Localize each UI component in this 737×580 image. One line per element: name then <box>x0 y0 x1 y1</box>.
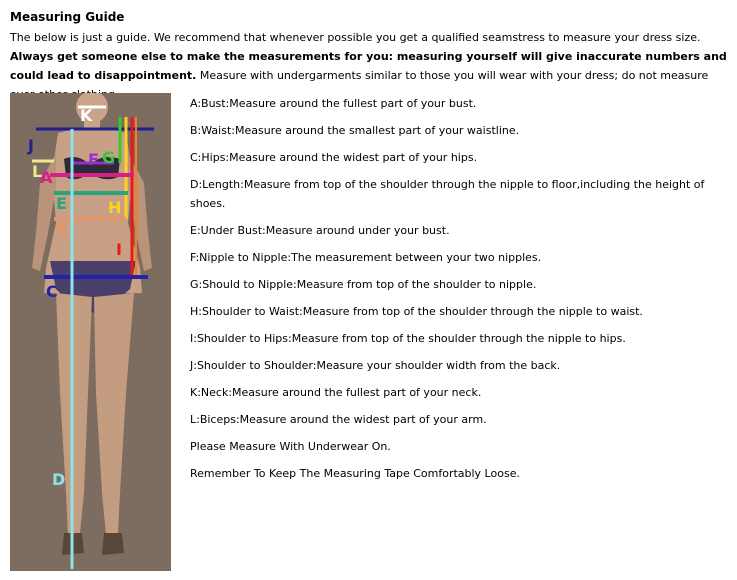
instruction-under-bust: E:Under Bust:Measure around under your bust. <box>190 224 450 237</box>
label-b: B <box>56 220 69 239</box>
instruction-length: D:Length:Measure from top of the shoulder through the nipple to floor,including the height of shoes. <box>190 178 705 210</box>
instruction-shoulder-to-shoulder: J:Shoulder to Shoulder:Measure your shoulder width from the back. <box>190 359 561 372</box>
label-g: G <box>102 148 116 167</box>
instruction-underwear-note: Please Measure With Underwear On. <box>190 440 391 453</box>
intro-bold-warning: Always get someone else to make the measurements for you: measuring yourself will give inaccurate numbers and could lead to disappointment. <box>10 50 727 82</box>
page-title: Measuring Guide <box>10 10 125 24</box>
label-l: L <box>32 162 43 181</box>
label-d: D <box>52 470 66 489</box>
intro-line-1: The below is just a guide. We recommend that whenever possible you get a qualified seamstress to measure your dress size. <box>10 31 701 44</box>
instruction-shoulder-to-hips: I:Shoulder to Hips:Measure from top of the shoulder through the nipple to hips. <box>190 332 626 345</box>
label-f: F <box>88 150 99 169</box>
intro-undergarments-note: Measure with undergarments similar to those you will wear with your dress; do not measure <box>199 69 709 82</box>
label-j: J <box>28 136 34 155</box>
instruction-shoulder-to-waist: H:Shoulder to Waist:Measure from top of the shoulder through the nipple to waist. <box>190 305 643 318</box>
label-k: K <box>80 106 93 125</box>
instruction-waist: B:Waist:Measure around the smallest part of your waistline. <box>190 124 520 137</box>
measurement-figure-svg <box>10 93 171 571</box>
instruction-neck: K:Neck:Measure around the fullest part of your neck. <box>190 386 482 399</box>
instruction-shoulder-to-nipple: G:Should to Nipple:Measure from top of the shoulder to nipple. <box>190 278 537 291</box>
instruction-bust: A:Bust:Measure around the fullest part of your bust. <box>190 97 477 110</box>
label-h: H <box>108 198 122 217</box>
label-a: A <box>40 168 53 187</box>
label-i: I <box>116 240 122 259</box>
instruction-tape-note: Remember To Keep The Measuring Tape Comfortably Loose. <box>190 467 520 480</box>
label-c: C <box>46 282 58 301</box>
measurement-instructions-list <box>190 94 730 491</box>
label-e: E <box>56 194 67 213</box>
measurement-figure <box>10 93 171 571</box>
instruction-hips: C:Hips:Measure around the widest part of your hips. <box>190 151 478 164</box>
instruction-biceps: L:Biceps:Measure around the widest part of your arm. <box>190 413 487 426</box>
instruction-nipple-to-nipple: F:Nipple to Nipple:The measurement between your two nipples. <box>190 251 542 264</box>
